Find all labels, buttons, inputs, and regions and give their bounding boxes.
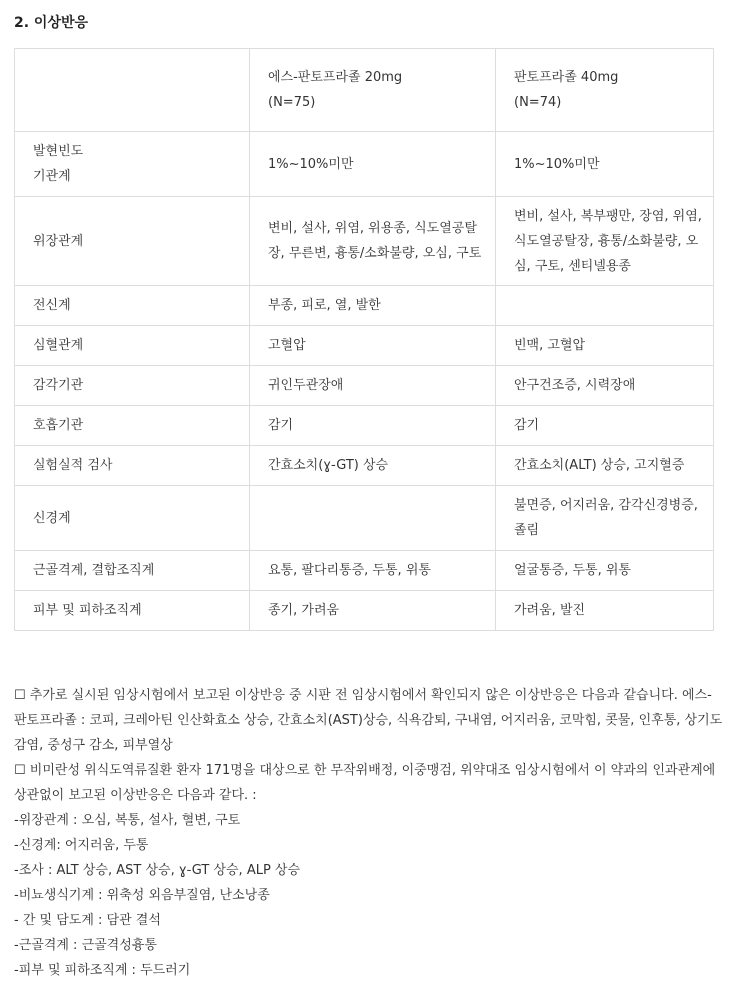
note-item: -근골격계 : 근골격성흉통	[14, 938, 157, 953]
row-cell-es-pantoprazole: 종기, 가려움	[250, 591, 496, 631]
row-label: 감각기관	[15, 366, 250, 406]
header-cell-es-pantoprazole	[250, 49, 496, 132]
table-row	[15, 486, 714, 551]
note-item: -피부 및 피하조직계 : 두드러기	[14, 963, 191, 978]
table-row	[15, 591, 714, 631]
row-cell-es-pantoprazole: 부종, 피로, 열, 발한	[250, 286, 496, 326]
section-title: 2. 이상반응	[14, 15, 89, 31]
row-cell-es-pantoprazole: 요통, 팔다리통증, 두통, 위통	[250, 551, 496, 591]
note-item: -신경계: 어지러움, 두통	[14, 838, 149, 853]
table-row	[15, 286, 714, 326]
row-cell-pantoprazole: 불면증, 어지러움, 감각신경병증, 졸림	[496, 486, 714, 551]
table-row	[15, 446, 714, 486]
row-cell-pantoprazole: 감기	[496, 406, 714, 446]
note-paragraph: ☐ 비미란성 위식도역류질환 환자 171명을 대상으로 한 무작위배정, 이중맹검, 위약대조 임상시험에서 이 약과의 인과관계에 상관없이 보고된 이상반응은 다음과 같다. :	[14, 763, 716, 803]
table-row	[15, 326, 714, 366]
table-header-row	[15, 49, 714, 132]
adverse-reactions-table	[14, 48, 714, 631]
header-cell-pantoprazole	[496, 49, 714, 132]
row-cell-es-pantoprazole: 감기	[250, 406, 496, 446]
header-sample-size: (N=74)	[514, 95, 562, 110]
table-row	[15, 551, 714, 591]
row-label: 호흡기관	[15, 406, 250, 446]
row-cell-pantoprazole	[496, 286, 714, 326]
row-cell-es-pantoprazole: 1%~10%미만	[250, 132, 496, 197]
row-cell-pantoprazole: 1%~10%미만	[496, 132, 714, 197]
additional-notes	[14, 683, 723, 983]
row-cell-pantoprazole: 가려움, 발진	[496, 591, 714, 631]
header-drug-name: 에스-판토프라졸 20mg	[268, 70, 403, 85]
row-cell-es-pantoprazole: 고혈압	[250, 326, 496, 366]
note-paragraph: ☐ 추가로 실시된 임상시험에서 보고된 이상반응 중 시판 전 임상시험에서 확인되지 않은 이상반응은 다음과 같습니다. 에스-판토프라졸 : 코피, 크레아틴 인산화효소 상승, 간효소치(AST)상승, 식욕감퇴, 구내염, 어지러움, 코막힘, 콧물, 인후통, 상기도감염, 중성구 감소, 피부열상	[14, 688, 723, 753]
table-row	[15, 406, 714, 446]
table-row	[15, 197, 714, 286]
row-cell-es-pantoprazole: 변비, 설사, 위염, 위용종, 식도열공탈장, 무른변, 흉통/소화불량, 오심, 구토	[250, 197, 496, 286]
row-cell-es-pantoprazole: 간효소치(ɣ-GT) 상승	[250, 446, 496, 486]
header-sample-size: (N=75)	[268, 95, 316, 110]
row-label: 실험실적 검사	[15, 446, 250, 486]
row-cell-pantoprazole: 빈맥, 고혈압	[496, 326, 714, 366]
table-row	[15, 366, 714, 406]
row-cell-pantoprazole: 안구건조증, 시력장애	[496, 366, 714, 406]
row-label: 전신계	[15, 286, 250, 326]
note-item: - 간 및 담도계 : 담관 결석	[14, 913, 161, 928]
row-label: 발현빈도 기관계	[15, 132, 250, 197]
note-item: -비뇨생식기계 : 위축성 외음부질염, 난소낭종	[14, 888, 270, 903]
row-label: 근골격계, 결합조직계	[15, 551, 250, 591]
header-cell-empty	[15, 49, 250, 132]
row-label: 피부 및 피하조직계	[15, 591, 250, 631]
row-cell-pantoprazole: 변비, 설사, 복부팽만, 장염, 위염, 식도열공탈장, 흉통/소화불량, 오심, 구토, 센티넬용종	[496, 197, 714, 286]
row-label: 심혈관계	[15, 326, 250, 366]
row-cell-es-pantoprazole: 귀인두관장애	[250, 366, 496, 406]
row-cell-pantoprazole: 간효소치(ALT) 상승, 고지혈증	[496, 446, 714, 486]
header-drug-name: 판토프라졸 40mg	[514, 70, 619, 85]
row-cell-pantoprazole: 얼굴통증, 두통, 위통	[496, 551, 714, 591]
note-item: -위장관계 : 오심, 복통, 설사, 혈변, 구토	[14, 813, 241, 828]
table-row	[15, 132, 714, 197]
row-label: 위장관계	[15, 197, 250, 286]
note-item: -조사 : ALT 상승, AST 상승, ɣ-GT 상승, ALP 상승	[14, 863, 301, 878]
row-cell-es-pantoprazole	[250, 486, 496, 551]
row-label: 신경계	[15, 486, 250, 551]
